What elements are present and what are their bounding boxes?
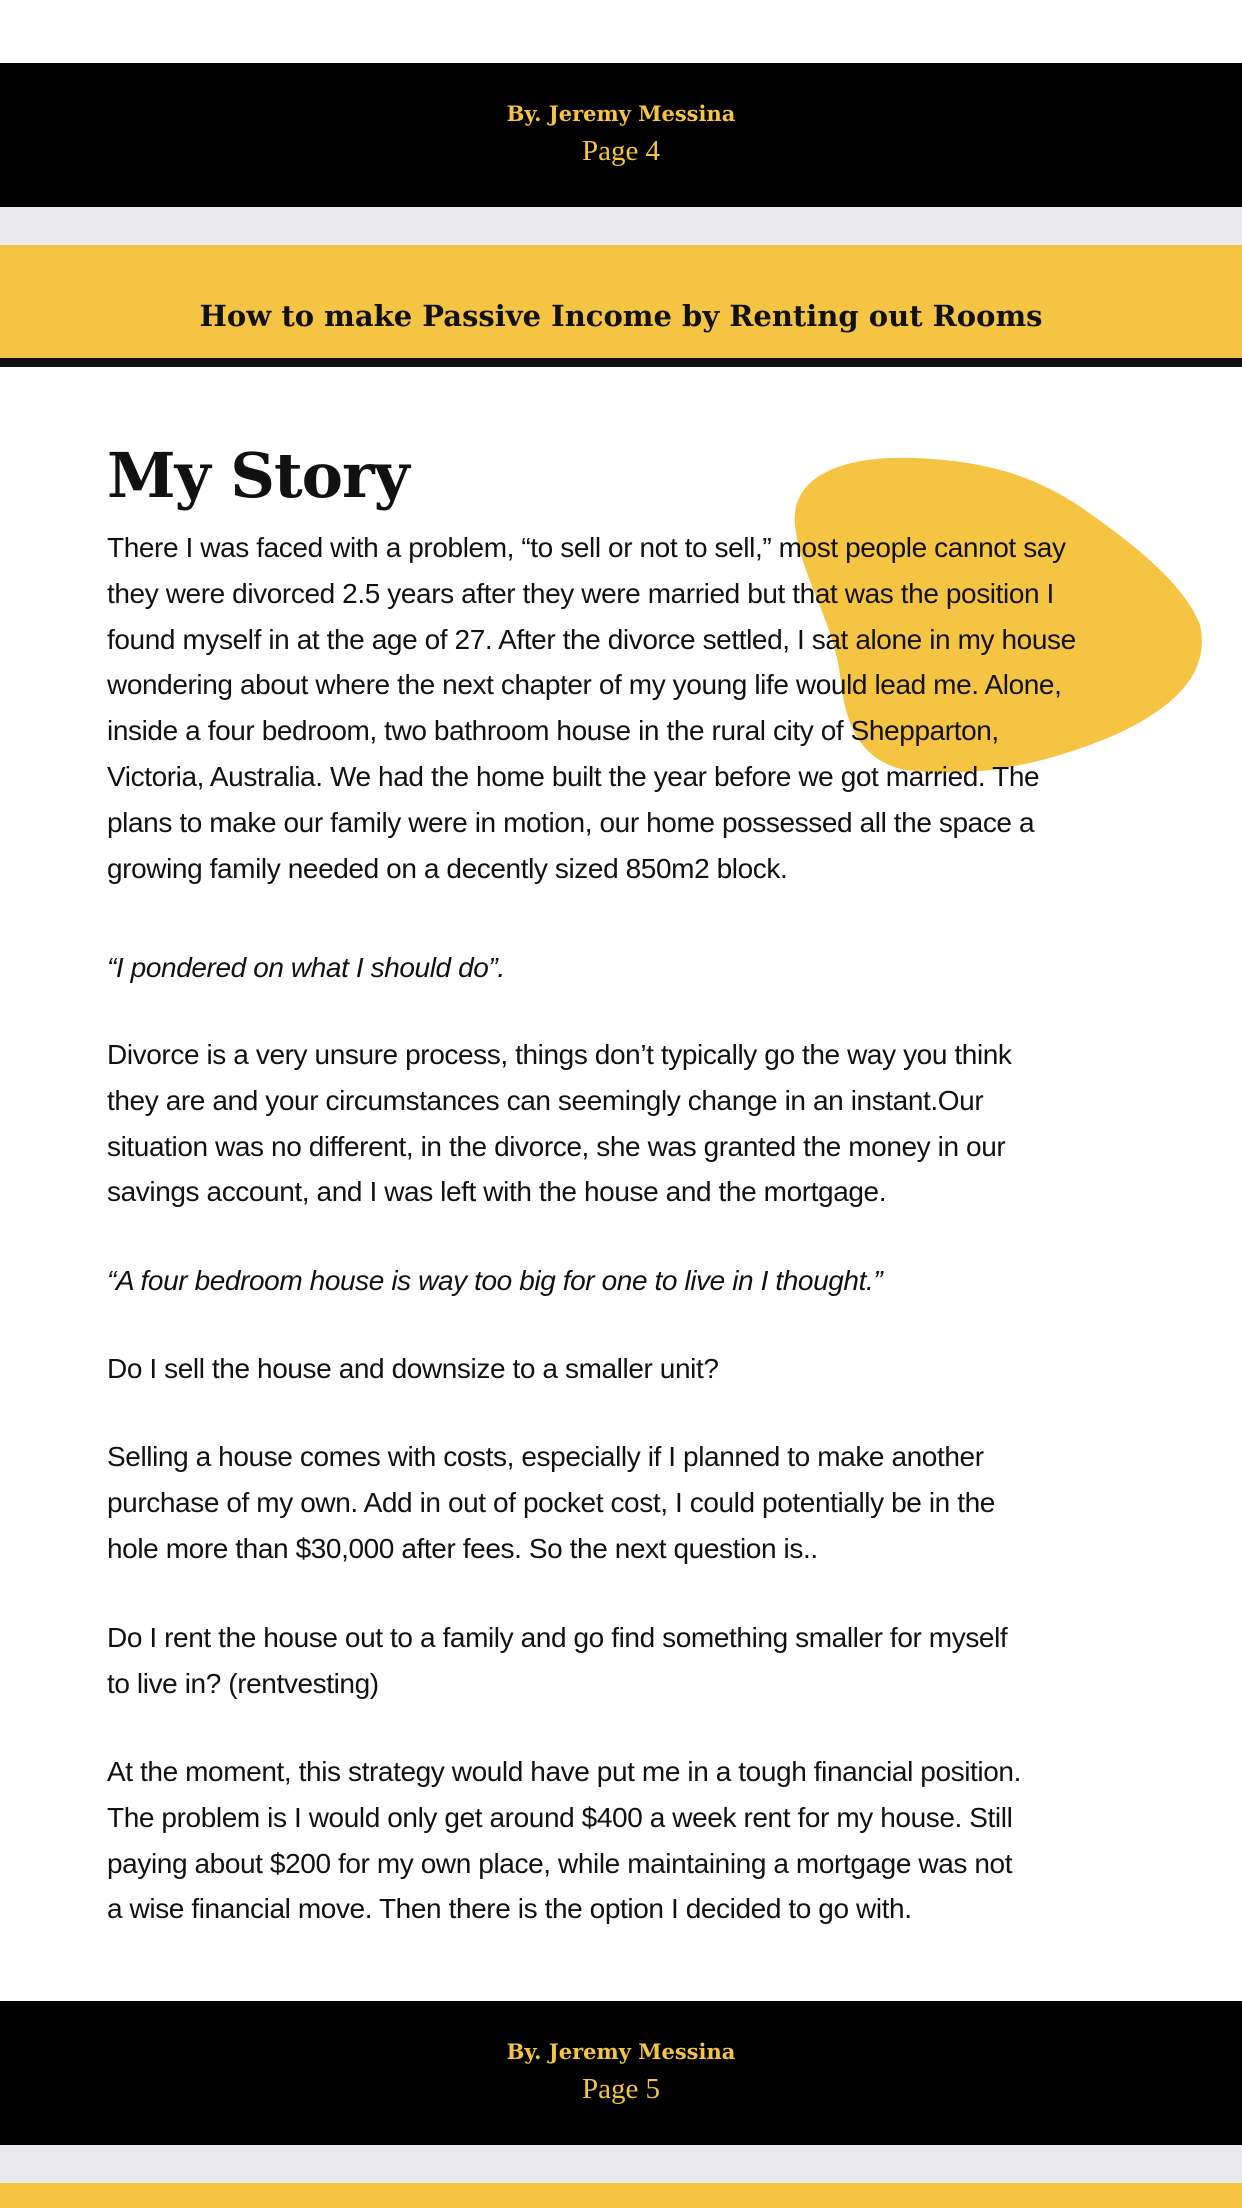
article-body [107, 439, 1157, 1925]
paragraph: There I was faced with a problem, “to sell or not to sell,” most people cannot say they were divorced 2.5 years after they were married but that was the position I found myself in at the age of 27. After the divorce settled, I sat alone in my house wondering about where the next chapter of my young life would lead me. Alone, inside a four bedroom, two bathroom house in the rural city of Shepparton, Victoria, Australia. We had the home built the year before we got married. The plans to make our family were in motion, our home possessed all the space a growing family needed on a decently sized 850m2 block. [107, 532, 1076, 884]
page-footer [0, 2001, 1242, 2145]
quote: “I pondered on what I should do”. [107, 952, 505, 983]
page-number: Page 4 [581, 135, 661, 167]
book-title: How to make Passive Income by Renting out Rooms [199, 299, 1043, 333]
paragraph: Divorce is a very unsure process, things don’t typically go the way you think they are and your circumstances can seemingly change in an instant.Our situation was no different, in the divorce, she was granted the money in our savings account, and I was left with the house and the mortgage. [107, 1039, 1012, 1208]
next-page-header-banner [0, 2183, 1242, 2208]
previous-page-footer [0, 63, 1242, 207]
page-separator [0, 2145, 1242, 2183]
page-header-banner [0, 245, 1242, 367]
paragraph: Selling a house comes with costs, especially if I planned to make another purchase of my own. Add in out of pocket cost, I could potentially be in the hole more than $30,000 after fees. So the next question is.. [107, 1441, 995, 1564]
quote: “A four bedroom house is way too big for one to live in I thought.” [107, 1265, 883, 1296]
page-separator [0, 207, 1242, 245]
page-number: Page 5 [581, 2073, 661, 2105]
paragraph: Do I sell the house and downsize to a smaller unit? [107, 1353, 719, 1384]
author-credit: By. Jeremy Messina [506, 2039, 736, 2064]
paragraph: At the moment, this strategy would have put me in a tough financial position. The problem is I would only get around $400 a week rent for my house. Still paying about $200 for my own place, while maintaining a mortgage was not a wise financial move. Then there is the option I decided to go with. [107, 1756, 1021, 1925]
paragraph: Do I rent the house out to a family and go find something smaller for myself to live in? (rentvesting) [107, 1622, 1008, 1699]
top-margin [0, 0, 1242, 63]
author-credit: By. Jeremy Messina [506, 101, 736, 126]
section-heading: My Story [107, 439, 409, 512]
